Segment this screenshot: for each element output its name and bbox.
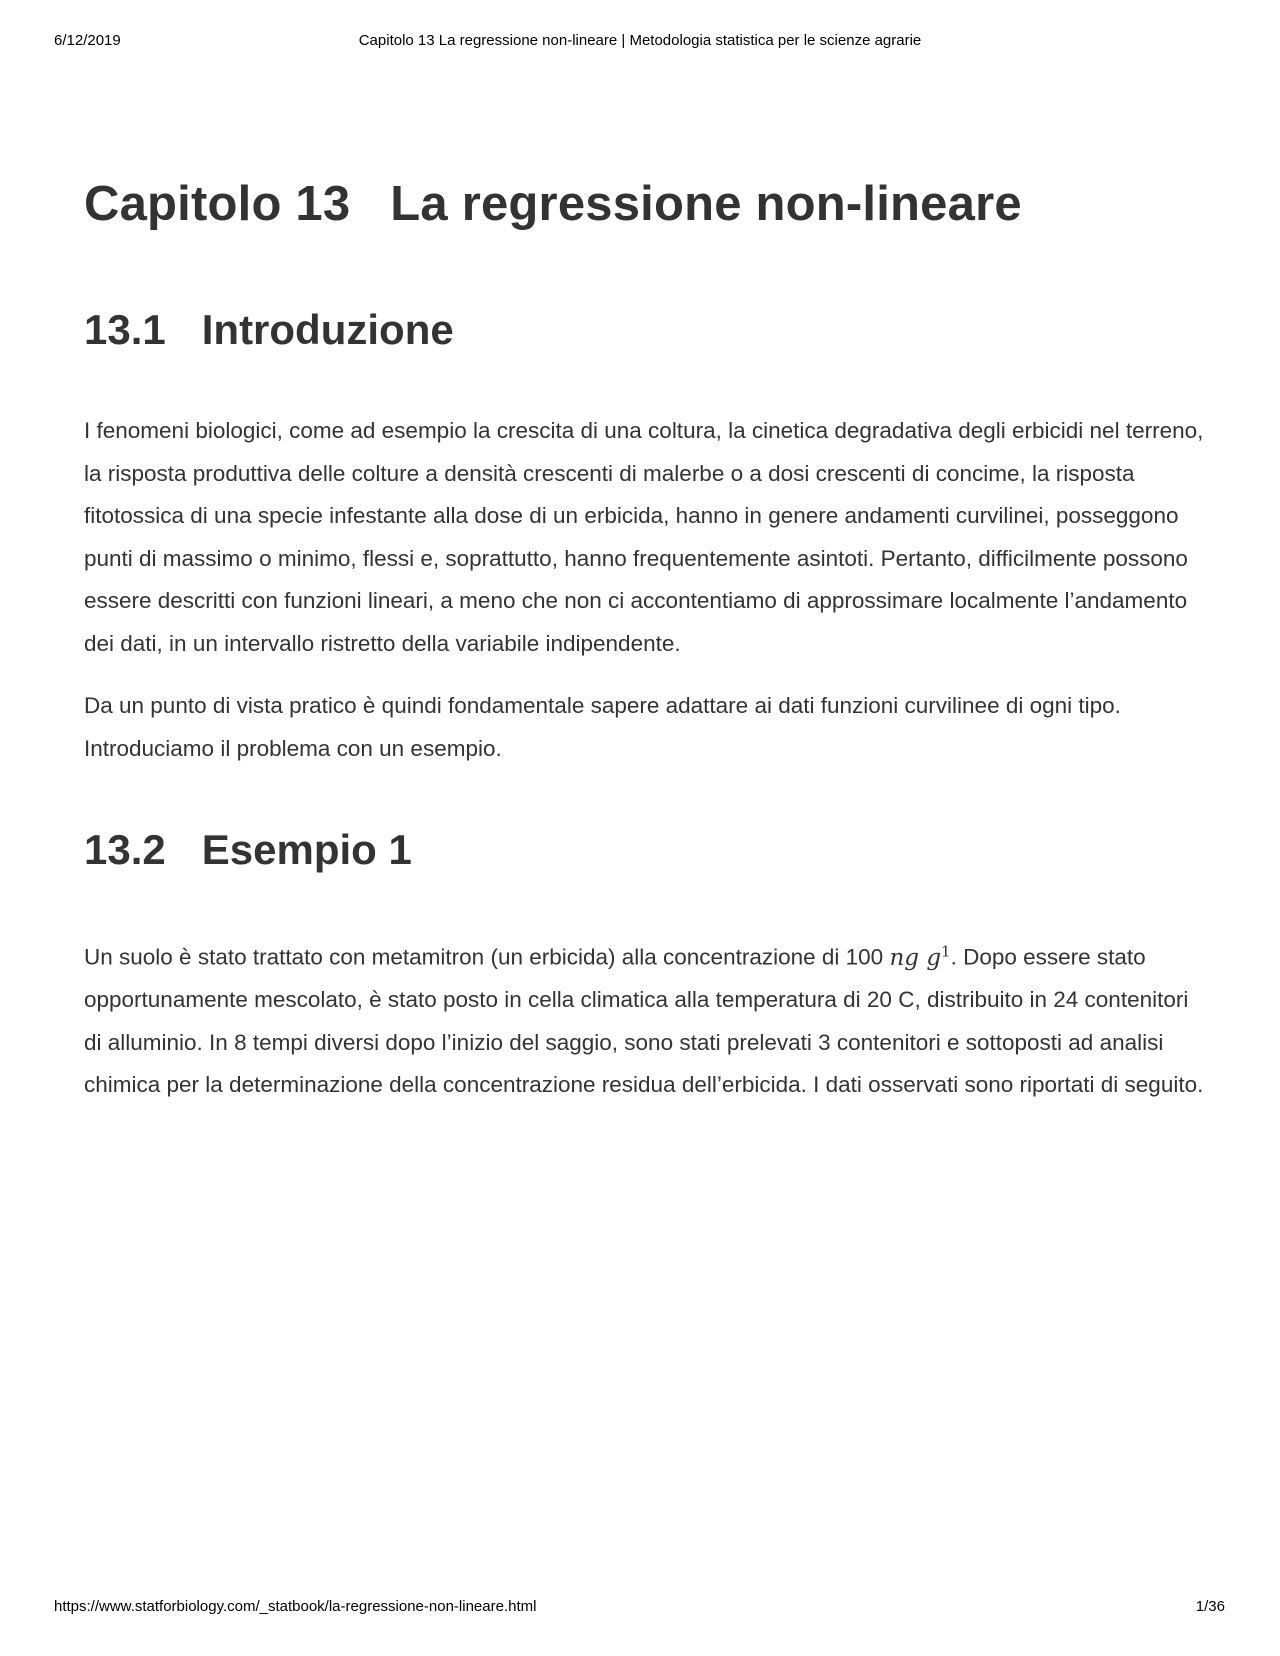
chapter-heading xyxy=(84,168,1204,240)
print-url: https://www.statforbiology.com/_statbook/la-regressione-non-lineare.html xyxy=(54,1598,537,1615)
section-title: Esempio 1 xyxy=(201,826,412,873)
unit-math-exponent: 1 xyxy=(941,942,951,960)
chapter-number: Capitolo 13 xyxy=(84,177,351,231)
print-page-title: Capitolo 13 La regressione non-lineare | Metodologia statistica per le scienze agrarie xyxy=(358,32,922,49)
section-heading-introduzione xyxy=(84,300,1204,360)
esempio-text-after-math: . Dopo essere stato opportunamente mescolato, è stato posto in cella climatica alla temperatura di 20 C, distribuito in 24 contenitori di alluminio. In 8 tempi diversi dopo l’inizio del saggio, sono stati prelevati 3 contenitori e sottoposti ad analisi chimica per la determinazione della concentrazione residua dell’erbicida. I dati osservati sono riportati di seguito. xyxy=(84,944,1204,1098)
document-content xyxy=(84,168,1204,1107)
unit-math-expression xyxy=(889,942,951,971)
print-date: 6/12/2019 xyxy=(54,32,121,49)
section-number: 13.2 xyxy=(84,826,166,873)
section-title: Introduzione xyxy=(201,306,454,353)
section-heading-esempio-1 xyxy=(84,820,1204,880)
unit-math-base: ng g xyxy=(889,944,942,971)
section-number: 13.1 xyxy=(84,306,166,353)
esempio-text-before-math: Un suolo è stato trattato con metamitron (un erbicida) alla concentrazione di 100 xyxy=(84,944,884,970)
esempio-paragraph xyxy=(84,930,1204,1107)
intro-paragraph-2: Da un punto di vista pratico è quindi fondamentale sapere adattare ai dati funzioni curvilinee di ogni tipo. Introduciamo il problema con un esempio. xyxy=(84,693,1121,761)
chapter-title: La regressione non-lineare xyxy=(390,177,1022,231)
print-page-number: 1/36 xyxy=(1195,1598,1225,1615)
intro-paragraph-1: I fenomeni biologici, come ad esempio la crescita di una coltura, la cinetica degradativa degli erbicidi nel terreno, la risposta produttiva delle colture a densità crescenti di malerbe o a dosi crescenti di concime, la risposta fitotossica di una specie infestante alla dose di un erbicida, hanno in genere andamenti curvilinei, posseggono punti di massimo o minimo, flessi e, soprattutto, hanno frequentemente asintoti. Pertanto, difficilmente possono essere descritti con funzioni lineari, a meno che non ci accontentiamo di approssimare localmente l’andamento dei dati, in un intervallo ristretto della variabile indipendente. xyxy=(84,418,1204,656)
print-footer xyxy=(0,1596,1280,1620)
print-header xyxy=(0,30,1280,54)
